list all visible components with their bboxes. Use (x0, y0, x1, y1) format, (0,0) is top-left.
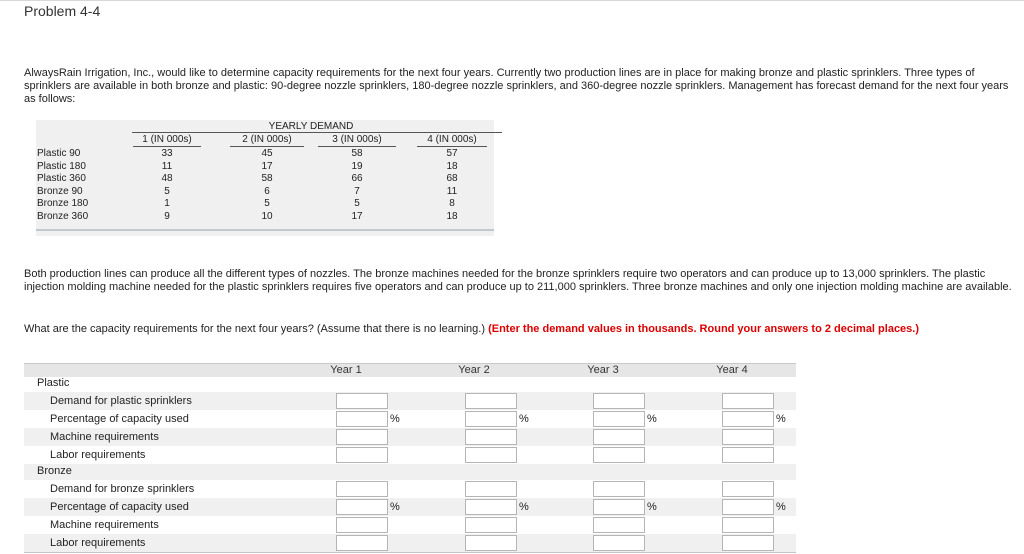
problem-title: Problem 4-4 (24, 3, 101, 19)
product-label: Bronze 180 (37, 198, 89, 209)
demand-value: 6 (264, 185, 270, 197)
demand-value: 8 (449, 198, 455, 209)
demand-value: 17 (351, 210, 363, 222)
answer-row (24, 480, 796, 498)
demand-value: 48 (161, 173, 173, 184)
demand-value: 1 (164, 198, 170, 209)
row-label: Machine requirements (50, 519, 159, 531)
column-header-underline (230, 146, 304, 147)
column-header-underline (318, 146, 396, 147)
capacity-paragraph: Both production lines can produce all the different types of nozzles. The bronze machines needed for the bronze sprinklers require two operators and can produce up to 13,000 sprinklers. The plastic injection molding machine needed for the plastic sprinklers requires five operators and can produce up to 211,000 sprinklers. Three bronze machines and only one injection molding machine are available. (24, 268, 1012, 293)
demand-value: 18 (446, 210, 458, 222)
row-label: Labor requirements (50, 449, 146, 461)
column-header-underline (417, 146, 487, 147)
demand-value: 11 (446, 185, 458, 197)
answer-row (24, 410, 796, 428)
demand-value: 11 (161, 160, 173, 172)
answer-input-year-3[interactable] (593, 411, 645, 427)
question-paragraph (24, 323, 1019, 336)
answer-input-year-1[interactable] (336, 393, 388, 409)
answer-input-year-2[interactable] (465, 517, 517, 533)
year-header: Year 1 (330, 364, 362, 376)
percent-sign: % (776, 413, 786, 425)
yearly-demand-underline (132, 132, 502, 133)
answer-input-year-2[interactable] (465, 393, 517, 409)
year-header: Year 2 (458, 364, 490, 376)
answer-input-year-1[interactable] (336, 535, 388, 551)
yearly-demand-header: YEARLY DEMAND (268, 121, 354, 132)
percent-sign: % (647, 501, 657, 513)
answer-row (24, 392, 796, 410)
year-column-header: 4 (IN 000s) (427, 134, 477, 145)
row-label: Demand for bronze sprinklers (50, 483, 195, 495)
year-column-header: 3 (IN 000s) (332, 134, 382, 145)
demand-value: 5 (264, 198, 270, 209)
percent-sign: % (647, 413, 657, 425)
answer-input-year-3[interactable] (593, 393, 645, 409)
demand-value: 18 (446, 160, 458, 172)
answer-input-year-4[interactable] (722, 429, 774, 445)
demand-table-bottom-bar (36, 229, 494, 231)
demand-value: 68 (446, 173, 458, 184)
intro-paragraph: AlwaysRain Irrigation, Inc., would like to determine capacity requirements for the next four years. Currently two production lines are in place for making bronze and plastic sprinklers. Three types of sprinklers are available in both bronze and plastic: 90-degree nozzle sprinklers, 180-degree nozzle sprinklers, and 360-degree nozzle sprinklers. Management has forecast demand for the next four years as follows: (24, 67, 1009, 105)
answer-input-year-1[interactable] (336, 499, 388, 515)
answer-input-year-3[interactable] (593, 481, 645, 497)
percent-sign: % (776, 501, 786, 513)
answer-input-year-4[interactable] (722, 447, 774, 463)
answer-table (24, 363, 796, 553)
answer-input-year-4[interactable] (722, 535, 774, 551)
question-instructions: (Enter the demand values in thousands. Round your answers to 2 decimal places.) (488, 323, 920, 335)
year-column-header: 1 (IN 000s) (142, 134, 192, 145)
demand-value: 5 (354, 198, 360, 209)
answer-row (24, 446, 796, 464)
demand-value: 10 (261, 210, 273, 222)
answer-input-year-2[interactable] (465, 429, 517, 445)
year-column-header: 2 (IN 000s) (242, 134, 292, 145)
answer-input-year-1[interactable] (336, 517, 388, 533)
demand-value: 45 (261, 148, 273, 159)
answer-input-year-1[interactable] (336, 411, 388, 427)
question-text: What are the capacity requirements for the next four years? (Assume that there is no learning.) (24, 323, 486, 335)
row-label: Machine requirements (50, 431, 159, 443)
section-label: Bronze (37, 465, 72, 477)
answer-input-year-1[interactable] (336, 429, 388, 445)
demand-value: 7 (354, 185, 360, 197)
answer-input-year-2[interactable] (465, 481, 517, 497)
answer-input-year-4[interactable] (722, 517, 774, 533)
answer-input-year-2[interactable] (465, 447, 517, 463)
answer-input-year-3[interactable] (593, 517, 645, 533)
answer-input-year-4[interactable] (722, 499, 774, 515)
year-header: Year 3 (587, 364, 619, 376)
product-label: Bronze 90 (37, 185, 83, 197)
product-label: Plastic 180 (37, 160, 86, 172)
percent-sign: % (519, 501, 529, 513)
product-label: Bronze 360 (37, 210, 89, 222)
row-label: Percentage of capacity used (50, 413, 189, 425)
product-label: Plastic 90 (37, 148, 81, 159)
demand-value: 58 (351, 148, 363, 159)
year-header-row (24, 363, 796, 377)
percent-sign: % (390, 501, 400, 513)
answer-input-year-3[interactable] (593, 447, 645, 463)
answer-input-year-3[interactable] (593, 499, 645, 515)
answer-input-year-4[interactable] (722, 393, 774, 409)
answer-input-year-2[interactable] (465, 535, 517, 551)
answer-input-year-2[interactable] (465, 411, 517, 427)
percent-sign: % (390, 413, 400, 425)
demand-value: 19 (351, 160, 363, 172)
section-row-bronze (24, 464, 796, 480)
product-label: Plastic 360 (37, 173, 86, 184)
answer-input-year-4[interactable] (722, 411, 774, 427)
answer-row (24, 516, 796, 534)
row-label: Labor requirements (50, 537, 146, 549)
demand-value: 17 (261, 160, 273, 172)
demand-table (36, 120, 494, 236)
top-border (0, 0, 1024, 1)
answer-input-year-3[interactable] (593, 429, 645, 445)
row-label: Demand for plastic sprinklers (50, 395, 192, 407)
year-header: Year 4 (716, 364, 748, 376)
answer-input-year-2[interactable] (465, 499, 517, 515)
answer-input-year-1[interactable] (336, 447, 388, 463)
demand-value: 58 (261, 173, 273, 184)
answer-row (24, 498, 796, 516)
answer-input-year-1[interactable] (336, 481, 388, 497)
demand-value: 33 (161, 148, 173, 159)
percent-sign: % (519, 413, 529, 425)
demand-value: 66 (351, 173, 363, 184)
section-row-plastic (24, 376, 796, 392)
answer-input-year-3[interactable] (593, 535, 645, 551)
demand-value: 57 (446, 148, 458, 159)
demand-value: 5 (164, 185, 170, 197)
column-header-underline (133, 146, 201, 147)
row-label: Percentage of capacity used (50, 501, 189, 513)
demand-value: 9 (164, 210, 170, 222)
answer-row (24, 428, 796, 446)
section-label: Plastic (37, 377, 70, 389)
answer-row (24, 534, 796, 552)
answer-input-year-4[interactable] (722, 481, 774, 497)
